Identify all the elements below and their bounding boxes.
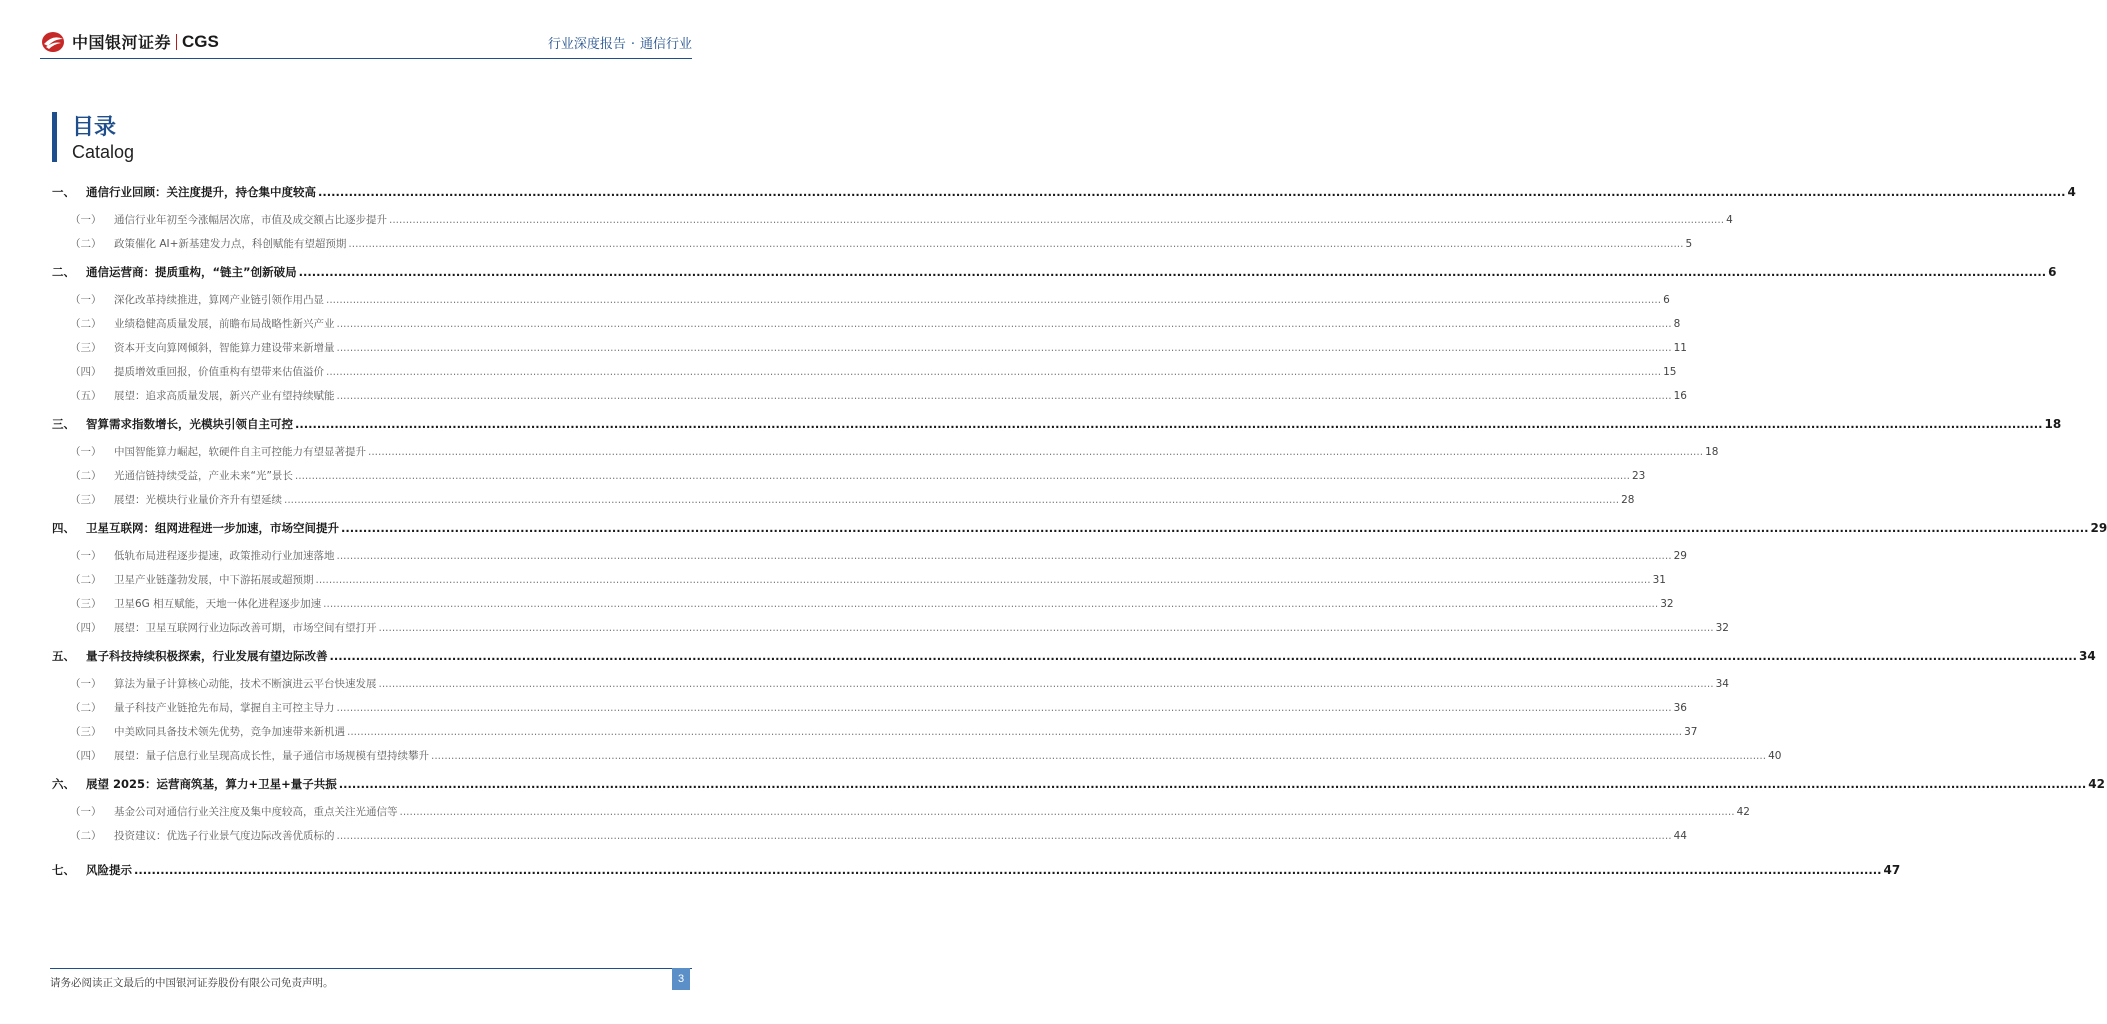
toc-entry-page: 16 [1673,390,1687,402]
toc-entry-number: （一） [70,678,102,690]
toc-entry-number: 四、 [52,521,75,535]
toc-leader-dots: ................................................................................................................................................................................................................................................................................................................................................................................................................ [338,777,2087,791]
toc-entry-page: 5 [1685,238,1693,250]
toc-entry-number: 三、 [52,417,75,431]
toc-entry-label: 通信运营商：提质重构，“链主”创新破局 [86,265,297,279]
toc-section-entry[interactable] [52,388,1687,403]
toc-leader-dots: ................................................................................................................................................................................................................................................................................................................................................................................................................ [336,318,1672,330]
toc-entry-page: 4 [2067,185,2076,199]
toc-entry-label: 基金公司对通信行业关注度及集中度较高，重点关注光通信等 [114,806,398,818]
toc-entry-label: 低轨布局进程逐步提速，政策推动行业加速落地 [114,550,335,562]
toc-entry-number: 五、 [52,649,75,663]
toc-leader-dots: ................................................................................................................................................................................................................................................................................................................................................................................................................ [336,390,1672,402]
toc-entry-number: （一） [70,294,102,306]
toc-leader-dots: ................................................................................................................................................................................................................................................................................................................................................................................................................ [378,678,1714,690]
toc-section-entry[interactable] [52,748,1782,763]
toc-entry-label: 提质增效重回报，价值重构有望带来估值溢价 [114,366,324,378]
toc-section-entry[interactable] [52,620,1729,635]
title-accent-bar [52,112,57,162]
page-header [0,0,724,62]
toc-leader-dots: ................................................................................................................................................................................................................................................................................................................................................................................................................ [431,750,1767,762]
toc-section-entry[interactable] [52,492,1635,507]
toc-section-entry[interactable] [52,804,1750,819]
toc-entry-page: 18 [1705,446,1719,458]
toc-entry-page: 29 [2090,521,2107,535]
toc-entry-page: 32 [1715,622,1729,634]
toc-section-entry[interactable] [52,212,1733,227]
toc-entry-number: 六、 [52,777,75,791]
toc-section-entry[interactable] [52,572,1666,587]
toc-leader-dots: ................................................................................................................................................................................................................................................................................................................................................................................................................ [326,366,1662,378]
toc-entry-label: 展望：卫星互联网行业边际改善可期，市场空间有望打开 [114,622,377,634]
toc-entry-label: 展望：光模块行业量价齐升有望延续 [114,494,282,506]
footer-disclaimer: 请务必阅读正文最后的中国银河证券股份有限公司免责声明。 [50,977,334,989]
toc-leader-dots: ................................................................................................................................................................................................................................................................................................................................................................................................................ [326,294,1662,306]
toc-entry-label: 算法为量子计算核心动能，技术不断演进云平台快速发展 [114,678,377,690]
brand-logo [40,30,219,53]
toc-leader-dots: ................................................................................................................................................................................................................................................................................................................................................................................................................ [336,342,1672,354]
toc-leader-dots: ................................................................................................................................................................................................................................................................................................................................................................................................................ [399,806,1735,818]
toc-entry-number: （二） [70,702,102,714]
toc-chapter-entry[interactable] [52,648,2096,664]
toc-entry-label: 资本开支向算网倾斜，智能算力建设带来新增量 [114,342,335,354]
toc-entry-number: （二） [70,318,102,330]
toc-leader-dots: ................................................................................................................................................................................................................................................................................................................................................................................................................ [294,470,1630,482]
toc-entry-number: （四） [70,622,102,634]
toc-leader-dots: ................................................................................................................................................................................................................................................................................................................................................................................................................ [389,214,1725,226]
footer-divider [50,968,692,969]
toc-entry-page: 15 [1663,366,1677,378]
toc-leader-dots: ................................................................................................................................................................................................................................................................................................................................................................................................................ [315,574,1651,586]
galaxy-logo-icon [40,31,66,53]
report-type: 行业深度报告 [547,37,626,52]
toc-entry-page: 31 [1652,574,1666,586]
toc-entry-label: 中美欧同具备技术领先优势，竞争加速带来新机遇 [114,726,345,738]
toc-leader-dots: ................................................................................................................................................................................................................................................................................................................................................................................................................ [378,622,1714,634]
toc-section-entry[interactable] [52,364,1677,379]
toc-entry-number: （一） [70,806,102,818]
toc-entry-label: 展望：追求高质量发展，新兴产业有望持续赋能 [114,390,335,402]
toc-leader-dots: ................................................................................................................................................................................................................................................................................................................................................................................................................ [298,265,2047,279]
toc-entry-number: （三） [70,598,102,610]
toc-entry-page: 18 [2044,417,2062,431]
toc-entry-page: 42 [1736,806,1750,818]
toc-entry-page: 42 [2088,777,2105,791]
toc-leader-dots: ................................................................................................................................................................................................................................................................................................................................................................................................................ [347,726,1683,738]
toc-leader-dots: ................................................................................................................................................................................................................................................................................................................................................................................................................ [323,598,1659,610]
brand-divider [176,34,177,50]
toc-entry-label: 展望 2025：运营商筑基，算力+卫星+量子共振 [86,777,337,791]
toc-section-entry[interactable] [52,676,1729,691]
toc-entry-number: 二、 [52,265,75,279]
toc-section-entry[interactable] [52,468,1646,483]
toc-leader-dots: ................................................................................................................................................................................................................................................................................................................................................................................................................ [368,446,1704,458]
toc-entry-label: 中国智能算力崛起，软硬件自主可控能力有望显著提升 [114,446,366,458]
toc-entry-number: （二） [70,830,102,842]
toc-entry-label: 深化改革持续推进，算网产业链引领作用凸显 [114,294,324,306]
toc-leader-dots: ................................................................................................................................................................................................................................................................................................................................................................................................................ [336,702,1672,714]
toc-entry-label: 通信行业年初至今涨幅居次席，市值及成交额占比逐步提升 [114,214,387,226]
toc-entry-page: 8 [1673,318,1681,330]
toc-leader-dots: ................................................................................................................................................................................................................................................................................................................................................................................................................ [318,185,2066,199]
toc-entry-number: （四） [70,366,102,378]
toc-entry-number: （一） [70,214,102,226]
toc-leader-dots: ................................................................................................................................................................................................................................................................................................................................................................................................................ [348,238,1684,250]
toc-section-entry[interactable] [52,548,1687,563]
toc-entry-page: 40 [1768,750,1782,762]
toc-section-entry[interactable] [52,340,1687,355]
toc-entry-number: （五） [70,390,102,402]
toc-chapter-entry[interactable] [52,184,2076,200]
toc-entry-label: 展望：量子信息行业呈现高成长性，量子通信市场规模有望持续攀升 [114,750,429,762]
page-number: 3 [672,968,690,990]
toc-entry-number: （四） [70,750,102,762]
toc-leader-dots: ................................................................................................................................................................................................................................................................................................................................................................................................................ [336,550,1672,562]
toc-entry-page: 29 [1673,550,1687,562]
toc-entry-page: 11 [1673,342,1687,354]
toc-section-entry[interactable] [52,292,1670,307]
toc-entry-page: 28 [1621,494,1635,506]
catalog-title-en: Catalog [72,142,135,162]
header-separator: · [630,37,635,52]
toc-leader-dots: ................................................................................................................................................................................................................................................................................................................................................................................................................ [134,863,1882,877]
toc-section-entry[interactable] [52,828,1687,843]
toc-entry-label: 量子科技产业链抢先布局，掌握自主可控主导力 [114,702,335,714]
toc-leader-dots: ................................................................................................................................................................................................................................................................................................................................................................................................................ [329,649,2077,663]
toc-entry-page: 6 [1663,294,1670,306]
toc-entry-number: （二） [70,574,102,586]
toc-entry-number: （三） [70,494,102,506]
toc-section-entry[interactable] [52,700,1687,715]
toc-entry-page: 32 [1660,598,1674,610]
toc-entry-label: 卫星互联网：组网进程进一步加速，市场空间提升 [86,521,339,535]
toc-entry-number: （三） [70,342,102,354]
toc-entry-label: 智算需求指数增长，光模块引领自主可控 [86,417,293,431]
toc-chapter-entry[interactable] [52,862,1901,878]
toc-section-entry[interactable] [52,596,1674,611]
toc-leader-dots: ................................................................................................................................................................................................................................................................................................................................................................................................................ [336,830,1672,842]
brand-name-cn: 中国银河证券 [72,33,172,52]
toc-entry-page: 44 [1673,830,1687,842]
toc-entry-label: 投资建议：优选子行业景气度边际改善优质标的 [114,830,335,842]
header-divider [40,58,692,59]
toc-entry-label: 通信行业回顾：关注度提升，持仓集中度较高 [86,185,316,199]
toc-entry-page: 6 [2048,265,2057,279]
toc-entry-page: 34 [2078,649,2096,663]
catalog-title-cn: 目录 [72,115,117,140]
toc-section-entry[interactable] [52,724,1698,739]
toc-entry-label: 卫星6G 相互赋能，天地一体化进程逐步加速 [114,598,322,610]
toc-entry-label: 政策催化 AI+新基建发力点，科创赋能有望超预期 [114,238,347,250]
toc-chapter-entry[interactable] [52,776,2105,792]
toc-section-entry[interactable] [52,444,1719,459]
toc-section-entry[interactable] [52,316,1681,331]
toc-entry-number: （一） [70,446,102,458]
toc-entry-number: （二） [70,238,102,250]
toc-entry-page: 47 [1883,863,1901,877]
toc-entry-label: 光通信链持续受益，产业未来“光”景长 [114,470,293,482]
toc-entry-number: （三） [70,726,102,738]
toc-entry-page: 34 [1715,678,1729,690]
toc-entry-label: 风险提示 [86,863,132,877]
toc-entry-label: 量子科技持续积极探索，行业发展有望边际改善 [86,649,328,663]
toc-leader-dots: ................................................................................................................................................................................................................................................................................................................................................................................................................ [284,494,1620,506]
report-category [548,33,692,52]
toc-leader-dots: ................................................................................................................................................................................................................................................................................................................................................................................................................ [295,417,2043,431]
toc-entry-page: 37 [1684,726,1698,738]
toc-chapter-entry[interactable] [52,520,2107,536]
brand-name-en: CGS [182,31,219,51]
toc-entry-label: 卫星产业链蓬勃发展，中下游拓展或超预期 [114,574,314,586]
toc-entry-page: 4 [1726,214,1733,226]
toc-entry-number: 一、 [52,185,75,199]
toc-chapter-entry[interactable] [52,264,2057,280]
toc-entry-label: 业绩稳健高质量发展，前瞻布局战略性新兴产业 [114,318,335,330]
toc-section-entry[interactable] [52,236,1693,251]
toc-chapter-entry[interactable] [52,416,2062,432]
toc-entry-number: （一） [70,550,102,562]
industry-name: 通信行业 [639,37,692,52]
toc-entry-number: （二） [70,470,102,482]
toc-leader-dots: ................................................................................................................................................................................................................................................................................................................................................................................................................ [341,521,2089,535]
toc-entry-page: 23 [1631,470,1646,482]
toc-entry-number: 七、 [52,863,75,877]
toc-entry-page: 36 [1673,702,1687,714]
